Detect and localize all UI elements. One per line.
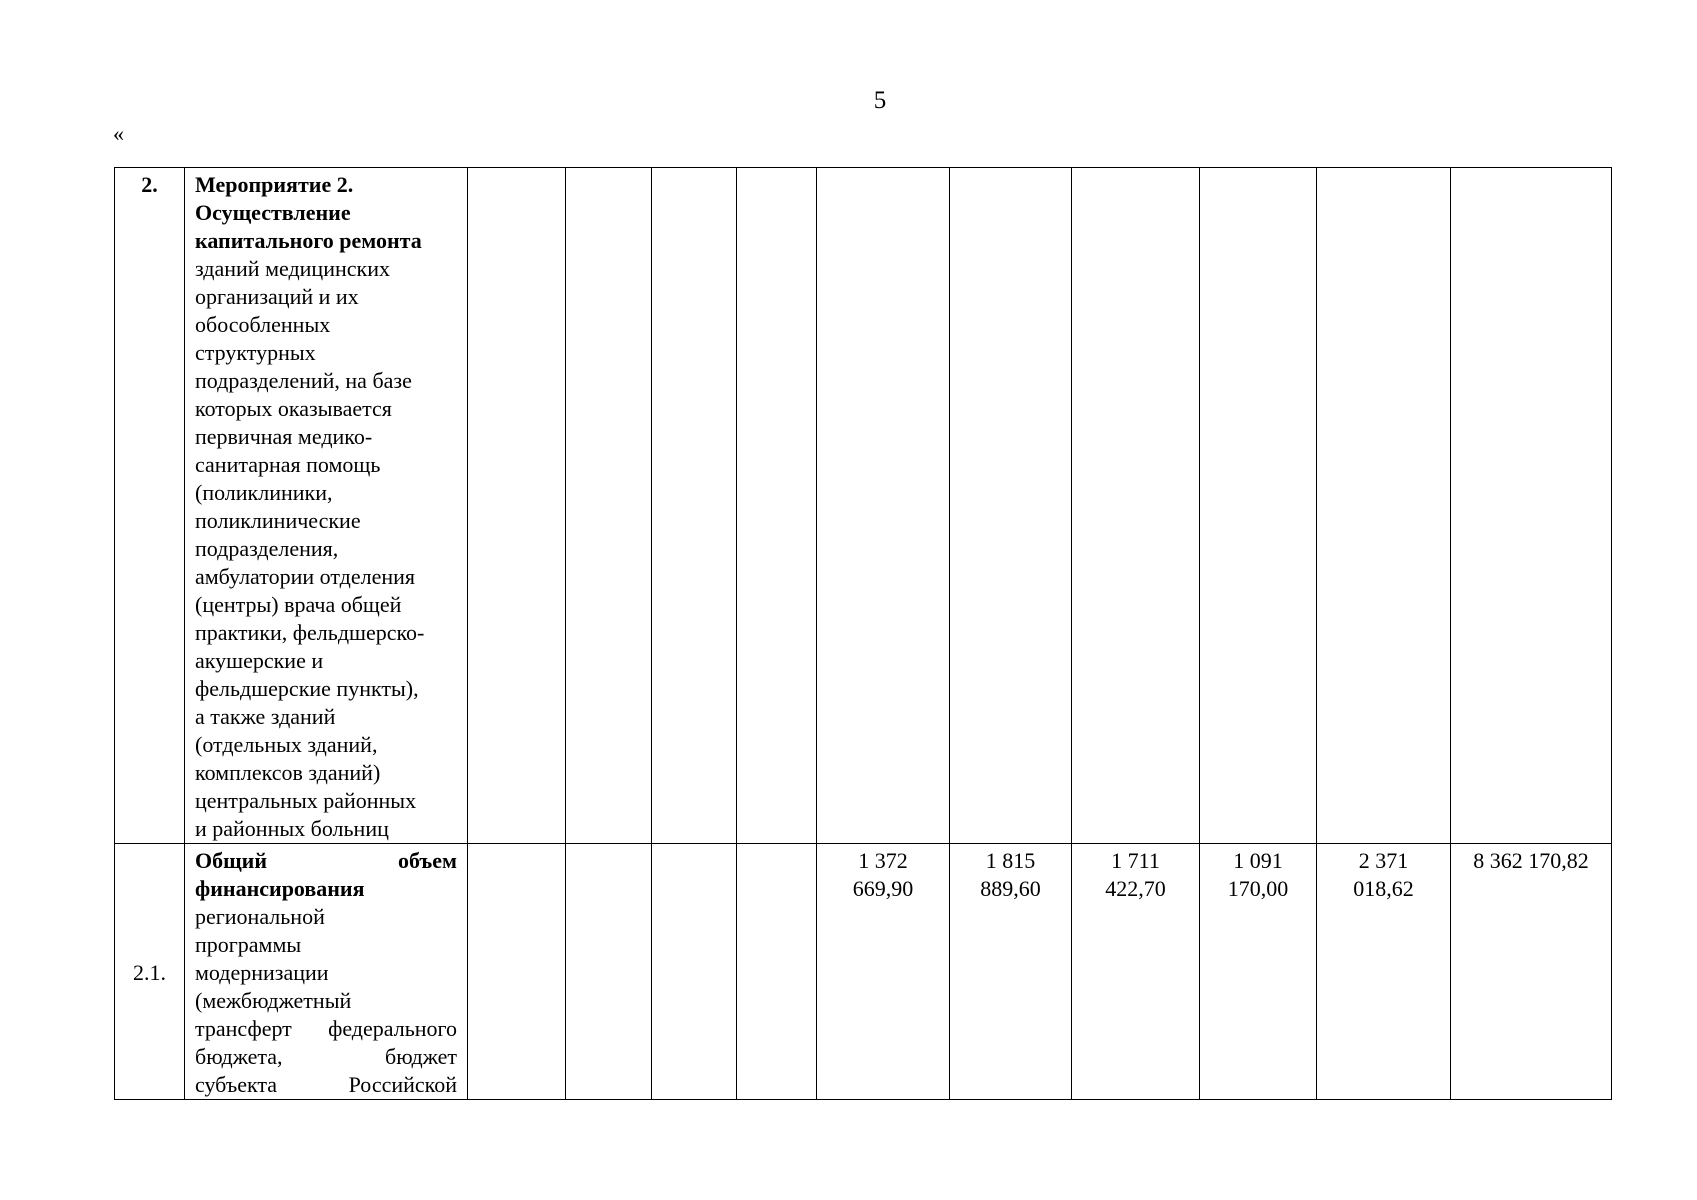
value-cell — [468, 844, 566, 1100]
name-line: центральных районных — [195, 788, 417, 813]
table-row — [115, 168, 1612, 844]
value-cell — [1317, 168, 1451, 844]
value-cell — [1072, 844, 1200, 1100]
value-cell — [1451, 844, 1612, 1100]
name-line: финансирования — [195, 876, 365, 901]
row-name — [185, 168, 468, 844]
value-line: 889,60 — [980, 876, 1041, 901]
name-line: подразделений, на базе — [195, 368, 412, 393]
value-cell — [468, 168, 566, 844]
name-line: и районных больниц — [195, 816, 389, 841]
value-line: 8 362 170,82 — [1473, 848, 1589, 873]
page-number: 5 — [873, 87, 887, 114]
name-line: (центры) врача общей — [195, 592, 402, 617]
value-cell — [817, 844, 950, 1100]
opening-quote: « — [113, 121, 124, 146]
value-cell — [652, 844, 737, 1100]
name-line: санитарная помощь — [195, 452, 381, 477]
name-line: Мероприятие 2. — [195, 172, 354, 197]
value-cell — [1451, 168, 1612, 844]
name-line: субъекта Российской — [195, 1072, 457, 1097]
name-line: структурных — [195, 340, 316, 365]
value-cell — [566, 168, 652, 844]
value-cell — [652, 168, 737, 844]
value-line: 1 815 — [985, 848, 1036, 873]
name-line: подразделения, — [195, 536, 339, 561]
value-cell — [1317, 844, 1451, 1100]
value-line: 1 372 — [858, 848, 908, 873]
value-cell — [737, 844, 817, 1100]
value-cell — [566, 844, 652, 1100]
value-line: 170,00 — [1227, 876, 1289, 901]
name-line: бюджета, бюджет — [195, 1044, 457, 1069]
name-line: обособленных — [195, 312, 331, 337]
table-row — [115, 844, 1612, 1100]
row-number: 2.1. — [115, 844, 185, 1100]
name-line: модернизации — [195, 960, 329, 985]
value-line: 1 711 — [1111, 848, 1160, 873]
name-line: (поликлиники, — [195, 480, 333, 505]
name-line: программы — [195, 932, 302, 957]
name-line: организаций и их — [195, 284, 359, 309]
name-line: фельдшерские пункты), — [195, 676, 419, 701]
value-line: 2 371 — [1358, 848, 1409, 873]
name-line: акушерские и — [195, 648, 324, 673]
name-line: поликлинические — [195, 508, 361, 533]
row-name — [185, 844, 468, 1100]
name-line: трансферт федерального — [195, 1016, 457, 1041]
value-cell — [1200, 168, 1317, 844]
budget-table — [114, 167, 1612, 1100]
name-line: а также зданий — [195, 704, 336, 729]
name-line: (межбюджетный — [195, 988, 352, 1013]
name-line: амбулатории отделения — [195, 564, 416, 589]
value-line: 1 091 — [1233, 848, 1283, 873]
name-line: которых оказывается — [195, 396, 392, 421]
name-line: капитального ремонта — [195, 228, 422, 253]
value-cell — [1072, 168, 1200, 844]
value-line: 669,90 — [852, 876, 914, 901]
row-number: 2. — [115, 168, 185, 844]
name-line: региональной — [195, 904, 325, 929]
name-line: первичная медико- — [195, 424, 373, 449]
name-line: зданий медицинских — [195, 256, 390, 281]
value-line: 422,70 — [1105, 876, 1166, 901]
name-line: Общий объем — [195, 848, 457, 873]
value-cell — [1200, 844, 1317, 1100]
name-line: Осуществление — [195, 200, 351, 225]
value-line: 018,62 — [1353, 876, 1414, 901]
name-line: комплексов зданий) — [195, 760, 381, 785]
value-cell — [950, 168, 1072, 844]
name-line: (отдельных зданий, — [195, 732, 378, 757]
value-cell — [950, 844, 1072, 1100]
value-cell — [817, 168, 950, 844]
value-cell — [737, 168, 817, 844]
name-line: практики, фельдшерско- — [195, 620, 425, 645]
